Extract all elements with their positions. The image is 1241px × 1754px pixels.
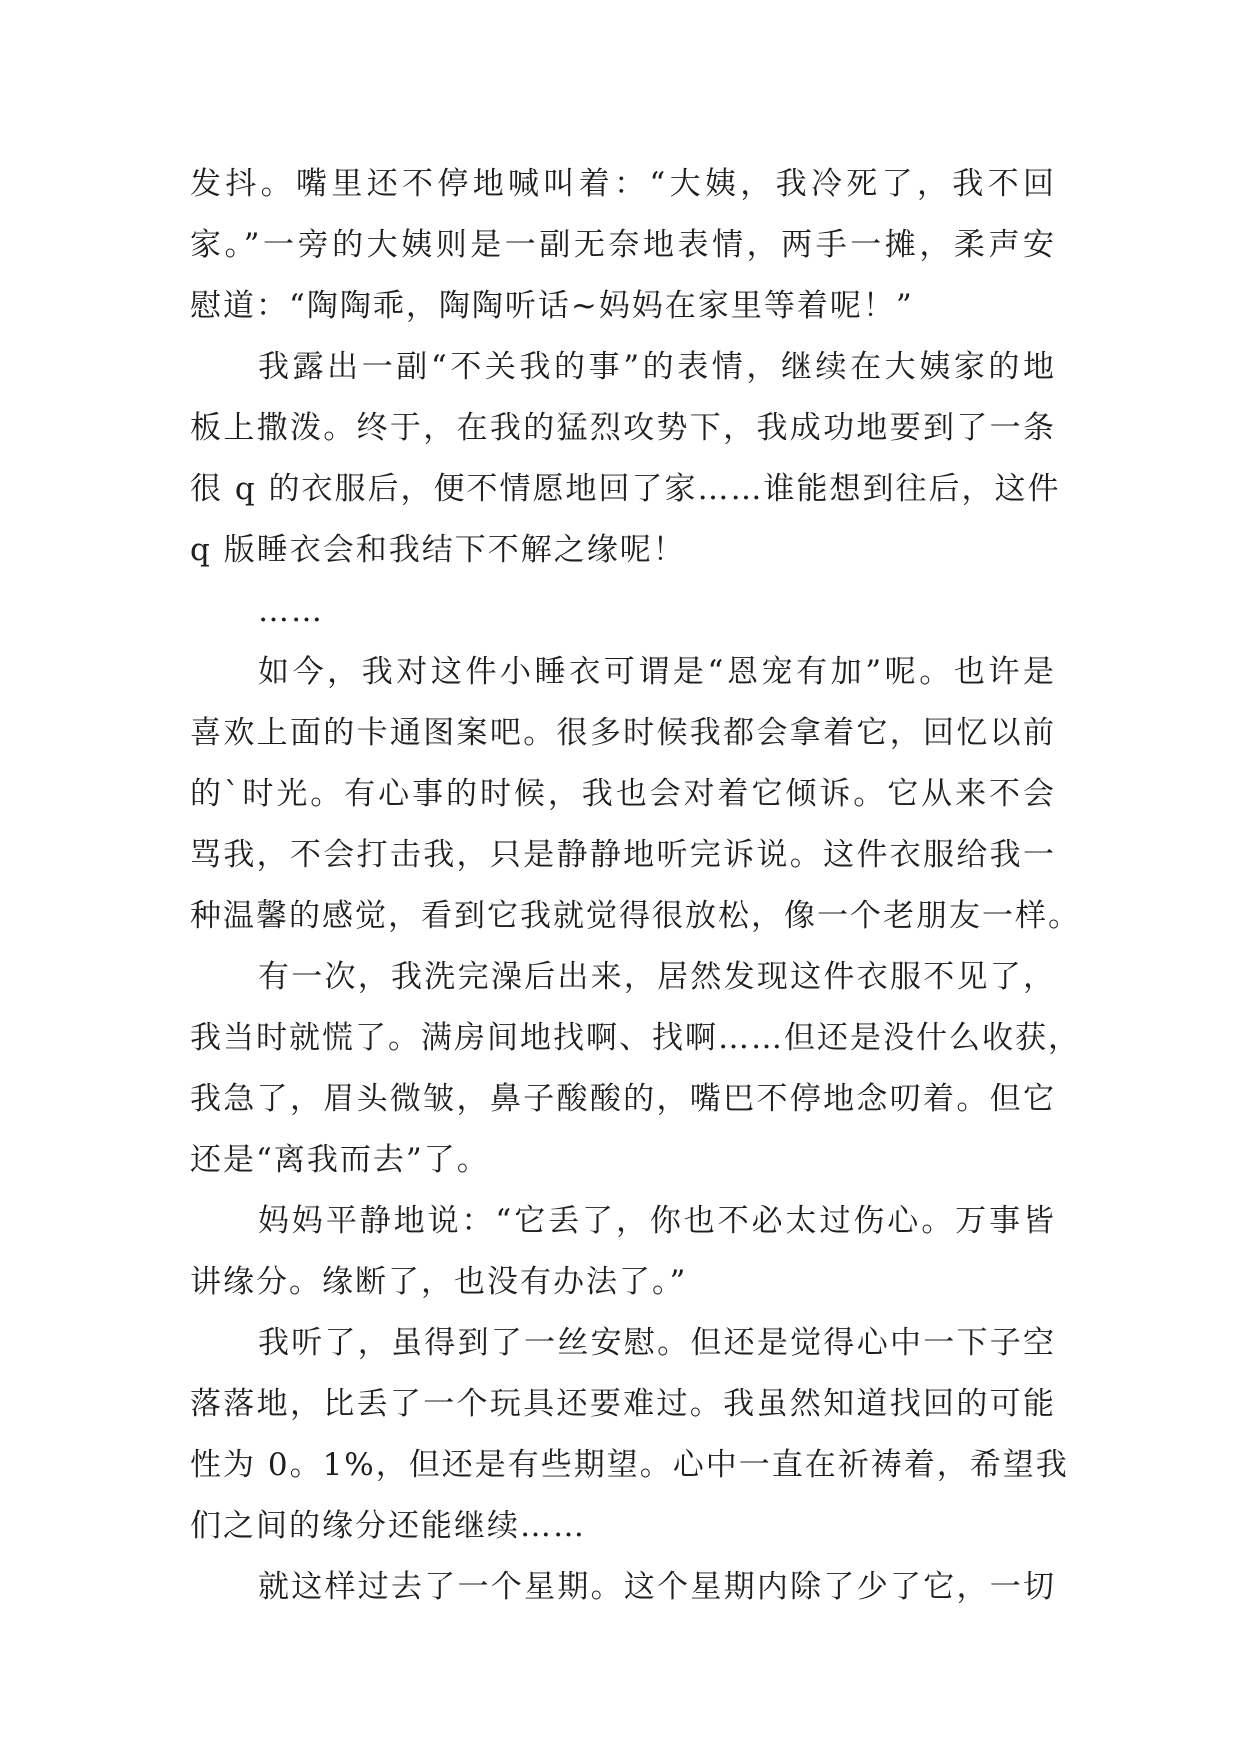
text-line: 还是“离我而去”了。	[190, 1142, 490, 1178]
text-line: 种温馨的感觉，看到它我就觉得很放松，像一个老朋友一样。	[190, 898, 1081, 934]
text-line: 性为 0。1%，但还是有些期望。心中一直在祈祷着，希望我	[190, 1447, 1069, 1483]
text-line: 骂我，不会打击我，只是静静地听完诉说。这件衣服给我一	[190, 837, 1056, 873]
text-line: 我当时就慌了。满房间地找啊、找啊……但还是没什么收获，	[190, 1020, 1081, 1056]
text-line: 落落地，比丢了一个玩具还要难过。我虽然知道找回的可能	[190, 1386, 1056, 1422]
text-line: 的`时光。有心事的时候，我也会对着它倾诉。它从来不会	[190, 776, 1056, 812]
text-line: q 版睡衣会和我结下不解之缘呢！	[190, 532, 686, 568]
text-line: 我露出一副“不关我的事”的表情，继续在大姨家的地	[258, 349, 1056, 385]
text-line: 讲缘分。缘断了，也没有办法了。”	[190, 1264, 688, 1300]
text-line: 就这样过去了一个星期。这个星期内除了少了它，一切	[258, 1569, 1056, 1605]
text-line: 慰道：“陶陶乖，陶陶听话~妈妈在家里等着呢！”	[190, 288, 914, 324]
text-line: 很 q 的衣服后，便不情愿地回了家……谁能想到往后，这件	[190, 471, 1061, 507]
text-line: 板上撒泼。终于，在我的猛烈攻势下，我成功地要到了一条	[190, 410, 1056, 446]
text-line: ……	[258, 593, 324, 629]
text-line: 们之间的缘分还能继续……	[190, 1508, 586, 1544]
text-line: 有一次，我洗完澡后出来，居然发现这件衣服不见了，	[258, 959, 1056, 995]
text-line: 家。”一旁的大姨则是一副无奈地表情，两手一摊，柔声安	[190, 227, 1056, 263]
text-line: 我听了，虽得到了一丝安慰。但还是觉得心中一下子空	[258, 1325, 1056, 1361]
text-line: 我急了，眉头微皱，鼻子酸酸的，嘴巴不停地念叨着。但它	[190, 1081, 1056, 1117]
text-line: 如今，我对这件小睡衣可谓是“恩宠有加”呢。也许是	[258, 654, 1056, 690]
text-line: 妈妈平静地说：“它丢了，你也不必太过伤心。万事皆	[258, 1203, 1056, 1239]
body-text	[190, 154, 1081, 1618]
text-line: 喜欢上面的卡通图案吧。很多时候我都会拿着它，回忆以前	[190, 715, 1056, 751]
text-line: 发抖。嘴里还不停地喊叫着：“大姨，我冷死了，我不回	[190, 166, 1056, 202]
